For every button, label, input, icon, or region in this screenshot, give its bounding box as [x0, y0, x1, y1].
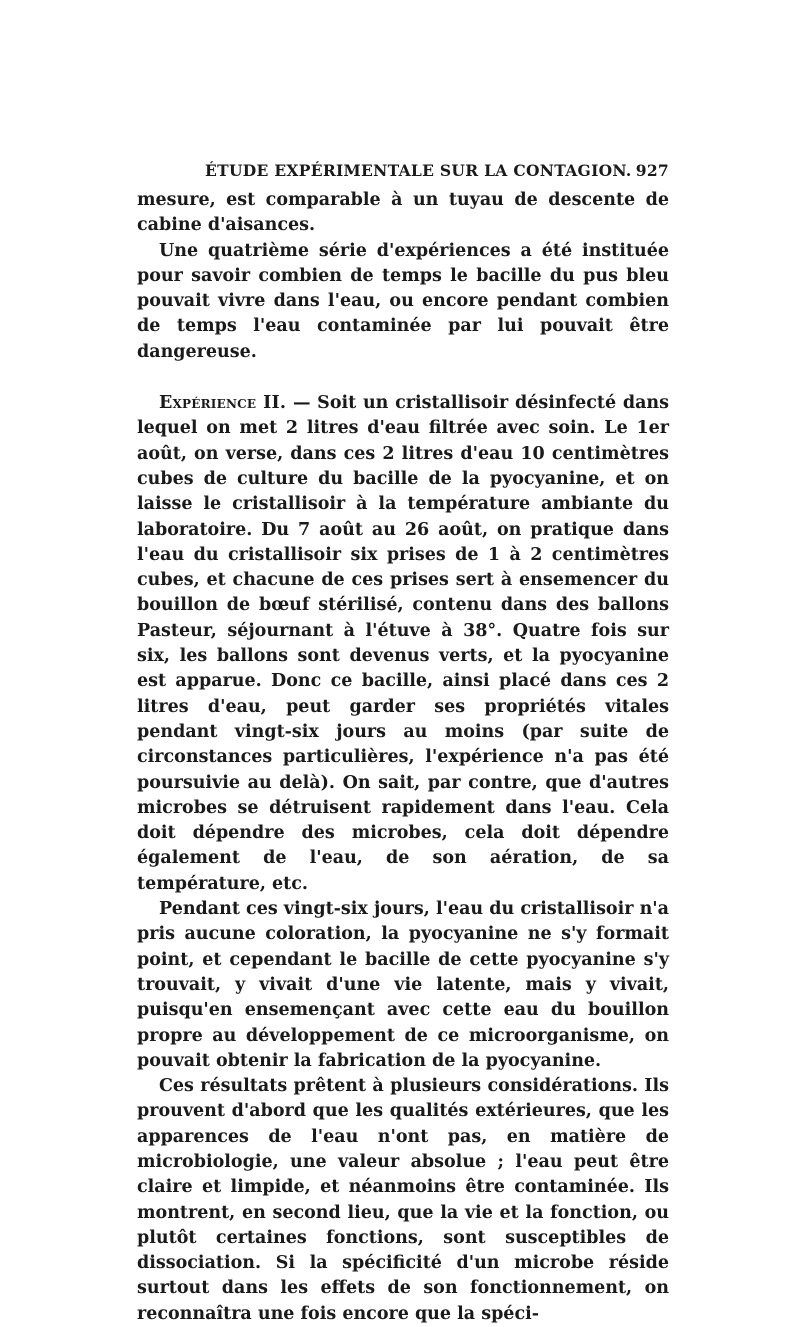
experience-label: Expérience II.	[159, 393, 287, 414]
page-number: 927	[635, 161, 669, 180]
paragraph-fourth-series: Une quatrième série d'expériences a été instituée pour savoir combien de temps le bacille du pus bleu pouvait vivre dans l'eau, ou encore pendant combien de temps l'eau contaminée par lui pouvait être dangereuse.	[137, 240, 669, 362]
running-title: ÉTUDE EXPÉRIMENTALE SUR LA CONTAGION.	[205, 161, 632, 180]
paragraph-experience-ii	[137, 391, 669, 897]
paragraph-continuation: mesure, est comparable à un tuyau de descente de cabine d'aisances.	[137, 190, 669, 236]
paragraph-latent-life: Pendant ces vingt-six jours, l'eau du cristallisoir n'a pris aucune coloration, la pyocyanine ne s'y formait point, et cependant le bacille de cette pyocyanine s'y trouvait, y vivait d'une vie latente, mais y vivait, puisqu'en ensemençant avec cette eau du bouillon propre au développement de ce microorganisme, on pouvait obtenir la fabrication de la pyocyanine.	[137, 899, 669, 1071]
paragraph-considerations: Ces résultats prêtent à plusieurs considérations. Ils prouvent d'abord que les qualités extérieures, que les apparences de l'eau n'ont pas, en matière de microbiologie, une valeur absolue ; l'eau peut être claire et limpide, et néanmoins être contaminée. Ils montrent, en second lieu, que la vie et la fonction, ou plutôt certaines fonctions, sont susceptibles de dissociation. Si la spécificité d'un microbe réside surtout dans les effets de son fonctionnement, on reconnaîtra une fois encore que la spéci-	[137, 1076, 669, 1324]
running-head	[137, 152, 669, 180]
experience-text: — Soit un cristallisoir désinfecté dans lequel on met 2 litres d'eau filtrée avec soin. Le 1er août, on verse, dans ces 2 litres d'eau 10 centimètres cubes de culture du bacille de la pyocyanine, et on laisse le cristallisoir à la température ambiante du laboratoire. Du 7 août au 26 août, on pratique dans l'eau du cristallisoir six prises de 1 à 2 centimètres cubes, et chacune de ces prises sert à ensemencer du bouillon de bœuf stérilisé, contenu dans des ballons Pasteur, séjournant à l'étuve à 38°. Quatre fois sur six, les ballons sont devenus verts, et la pyocyanine est apparue. Donc ce bacille, ainsi placé dans ces 2 litres d'eau, peut garder ses propriétés vitales pendant vingt-six jours au moins (par suite de circonstances particulières, l'expérience n'a pas été poursuivie au delà). On sait, par contre, que d'autres microbes se détruisent rapidement dans l'eau. Cela doit dépendre des microbes, cela doit dépendre également de l'eau, de son aération, de sa température, etc.	[137, 393, 669, 894]
book-page	[137, 152, 669, 1327]
